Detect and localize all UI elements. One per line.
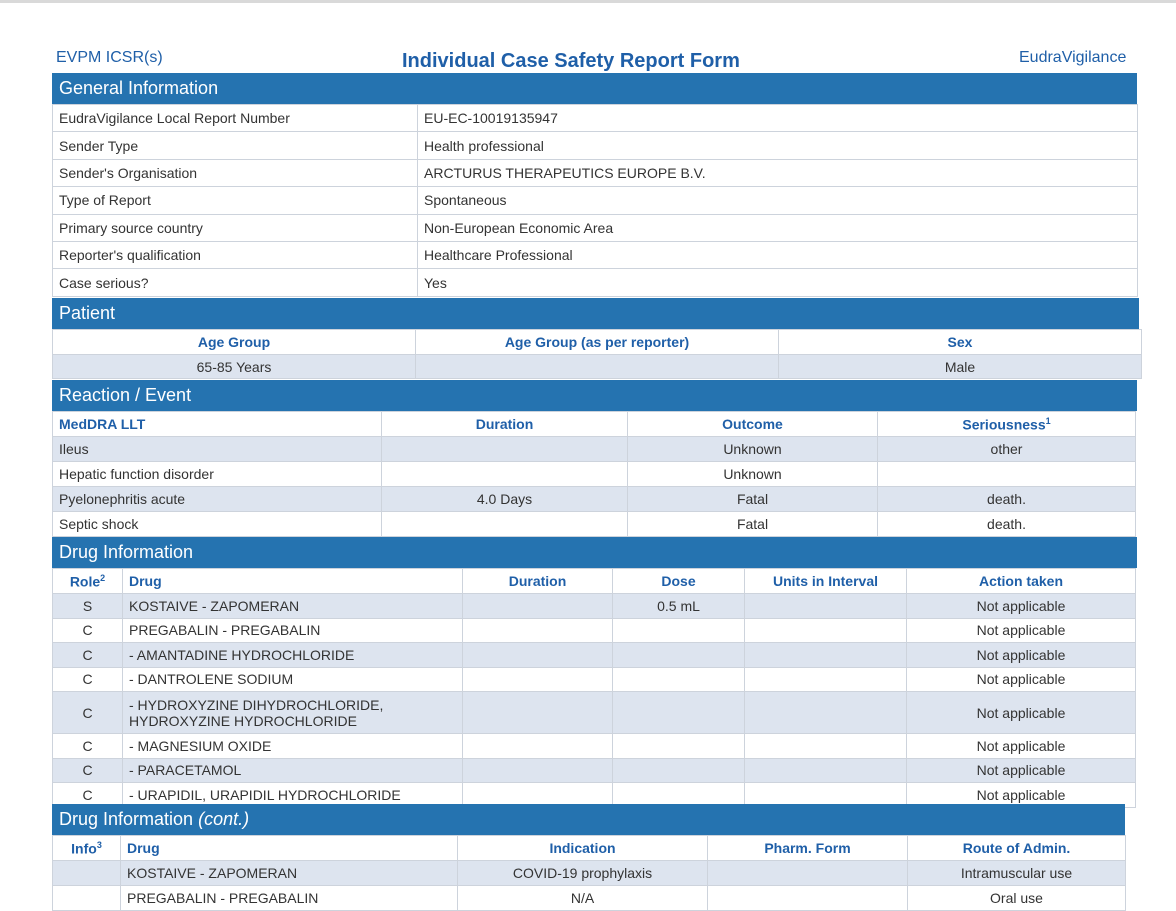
drug-cont-route: Intramuscular use (908, 861, 1126, 886)
reaction-llt: Pyelonephritis acute (53, 487, 382, 512)
field-label: Case serious? (53, 269, 418, 296)
reaction-seriousness: death. (878, 512, 1136, 537)
drug-cont-indication: COVID-19 prophylaxis (458, 861, 708, 886)
table-row (53, 643, 1136, 668)
field-value: Healthcare Professional (418, 241, 1138, 268)
table-row (53, 214, 1138, 241)
reaction-duration (382, 512, 628, 537)
drug-action: Not applicable (907, 643, 1136, 668)
patient-age-reporter (416, 355, 779, 379)
drug-cont-header-route: Route of Admin. (908, 836, 1126, 861)
drug-cont-section-header: Drug Information (cont.) (52, 804, 1125, 835)
reaction-duration (382, 437, 628, 462)
table-row (53, 187, 1138, 214)
reaction-seriousness: death. (878, 487, 1136, 512)
drug-cont-form (708, 861, 908, 886)
drug-duration (463, 667, 613, 692)
drug-duration (463, 643, 613, 668)
drug-role: C (53, 667, 123, 692)
reaction-outcome: Fatal (628, 487, 878, 512)
drug-header-units: Units in Interval (745, 569, 907, 594)
drug-dose: 0.5 mL (613, 594, 745, 619)
field-value: EU-EC-10019135947 (418, 105, 1138, 132)
reaction-table (52, 411, 1136, 537)
drug-dose (613, 758, 745, 783)
drug-duration (463, 758, 613, 783)
drug-dose (613, 734, 745, 759)
drug-header-dose: Dose (613, 569, 745, 594)
reaction-duration (382, 462, 628, 487)
drug-cont-info (53, 861, 121, 886)
reaction-llt: Septic shock (53, 512, 382, 537)
drug-units (745, 618, 907, 643)
drug-name: - HYDROXYZINE DIHYDROCHLORIDE, HYDROXYZINE HYDROCHLORIDE (123, 692, 463, 734)
drug-cont-route: Oral use (908, 886, 1126, 911)
table-row (53, 618, 1136, 643)
drug-action: Not applicable (907, 594, 1136, 619)
field-value: ARCTURUS THERAPEUTICS EUROPE B.V. (418, 159, 1138, 186)
patient-header-age-reporter: Age Group (as per reporter) (416, 330, 779, 355)
general-info-table (52, 104, 1138, 297)
field-label: Sender's Organisation (53, 159, 418, 186)
reaction-outcome: Fatal (628, 512, 878, 537)
field-value: Non-European Economic Area (418, 214, 1138, 241)
drug-units (745, 594, 907, 619)
drug-action: Not applicable (907, 758, 1136, 783)
table-row (53, 886, 1126, 911)
table-row (53, 241, 1138, 268)
reaction-duration: 4.0 Days (382, 487, 628, 512)
drug-role: C (53, 618, 123, 643)
patient-age-group: 65-85 Years (53, 355, 416, 379)
patient-header-age-group: Age Group (53, 330, 416, 355)
patient-header-sex: Sex (779, 330, 1142, 355)
drug-header-drug: Drug (123, 569, 463, 594)
field-value: Yes (418, 269, 1138, 296)
drug-name: - DANTROLENE SODIUM (123, 667, 463, 692)
drug-cont-header-drug: Drug (121, 836, 458, 861)
table-row (53, 667, 1136, 692)
table-row (53, 105, 1138, 132)
drug-units (745, 734, 907, 759)
reaction-header-outcome: Outcome (628, 412, 878, 437)
drug-duration (463, 594, 613, 619)
drug-dose (613, 643, 745, 668)
drug-role: C (53, 734, 123, 759)
table-row (53, 734, 1136, 759)
drug-role: C (53, 783, 123, 808)
header-right: EudraVigilance (1019, 49, 1127, 66)
table-row (53, 269, 1138, 296)
field-label: Reporter's qualification (53, 241, 418, 268)
patient-sex: Male (779, 355, 1142, 379)
drug-action: Not applicable (907, 734, 1136, 759)
reaction-llt: Hepatic function disorder (53, 462, 382, 487)
drug-header-duration: Duration (463, 569, 613, 594)
drug-cont-form (708, 886, 908, 911)
drug-duration (463, 618, 613, 643)
drug-table (52, 568, 1136, 808)
drug-name: - MAGNESIUM OXIDE (123, 734, 463, 759)
drug-action: Not applicable (907, 783, 1136, 808)
table-row (53, 462, 1136, 487)
drug-cont-name: KOSTAIVE - ZAPOMERAN (121, 861, 458, 886)
table-row (53, 437, 1136, 462)
table-row (53, 159, 1138, 186)
drug-cont-table (52, 835, 1126, 911)
reaction-outcome: Unknown (628, 437, 878, 462)
patient-table (52, 329, 1142, 379)
header-left: EVPM ICSR(s) (56, 49, 163, 66)
drug-role: S (53, 594, 123, 619)
drug-cont-name: PREGABALIN - PREGABALIN (121, 886, 458, 911)
reaction-seriousness (878, 462, 1136, 487)
drug-section-header: Drug Information (52, 537, 1137, 568)
drug-header-role: Role$^2$ (53, 569, 123, 594)
reaction-outcome: Unknown (628, 462, 878, 487)
reaction-header-llt: MedDRA LLT (53, 412, 382, 437)
drug-name: - AMANTADINE HYDROCHLORIDE (123, 643, 463, 668)
drug-units (745, 667, 907, 692)
drug-role: C (53, 692, 123, 734)
reaction-header-seriousness: Seriousness$^1$ (878, 412, 1136, 437)
reaction-llt: Ileus (53, 437, 382, 462)
field-label: EudraVigilance Local Report Number (53, 105, 418, 132)
drug-action: Not applicable (907, 667, 1136, 692)
reaction-header-duration: Duration (382, 412, 628, 437)
drug-cont-header-indication: Indication (458, 836, 708, 861)
drug-action: Not applicable (907, 692, 1136, 734)
drug-name: - URAPIDIL, URAPIDIL HYDROCHLORIDE (123, 783, 463, 808)
general-section-header: General Information (52, 73, 1137, 104)
field-value: Health professional (418, 132, 1138, 159)
table-row (53, 594, 1136, 619)
drug-name: KOSTAIVE - ZAPOMERAN (123, 594, 463, 619)
patient-section-header: Patient (52, 298, 1139, 329)
drug-dose (613, 692, 745, 734)
table-row (53, 132, 1138, 159)
drug-cont-indication: N/A (458, 886, 708, 911)
drug-cont-info (53, 886, 121, 911)
drug-role: C (53, 758, 123, 783)
page-title: Individual Case Safety Report Form (402, 50, 740, 72)
drug-units (745, 692, 907, 734)
drug-name: PREGABALIN - PREGABALIN (123, 618, 463, 643)
drug-units (745, 643, 907, 668)
drug-role: C (53, 643, 123, 668)
table-row (53, 758, 1136, 783)
drug-name: - PARACETAMOL (123, 758, 463, 783)
drug-action: Not applicable (907, 618, 1136, 643)
table-row (53, 692, 1136, 734)
field-value: Spontaneous (418, 187, 1138, 214)
reaction-seriousness: other (878, 437, 1136, 462)
drug-dose (613, 618, 745, 643)
drug-cont-header-form: Pharm. Form (708, 836, 908, 861)
top-border (0, 0, 1176, 3)
field-label: Primary source country (53, 214, 418, 241)
drug-cont-header-info: Info$^3$ (53, 836, 121, 861)
table-row (53, 512, 1136, 537)
drug-dose (613, 667, 745, 692)
drug-units (745, 758, 907, 783)
field-label: Type of Report (53, 187, 418, 214)
drug-duration (463, 692, 613, 734)
table-row (53, 861, 1126, 886)
drug-duration (463, 734, 613, 759)
table-row (53, 487, 1136, 512)
reaction-section-header: Reaction / Event (52, 380, 1137, 411)
drug-header-action: Action taken (907, 569, 1136, 594)
field-label: Sender Type (53, 132, 418, 159)
